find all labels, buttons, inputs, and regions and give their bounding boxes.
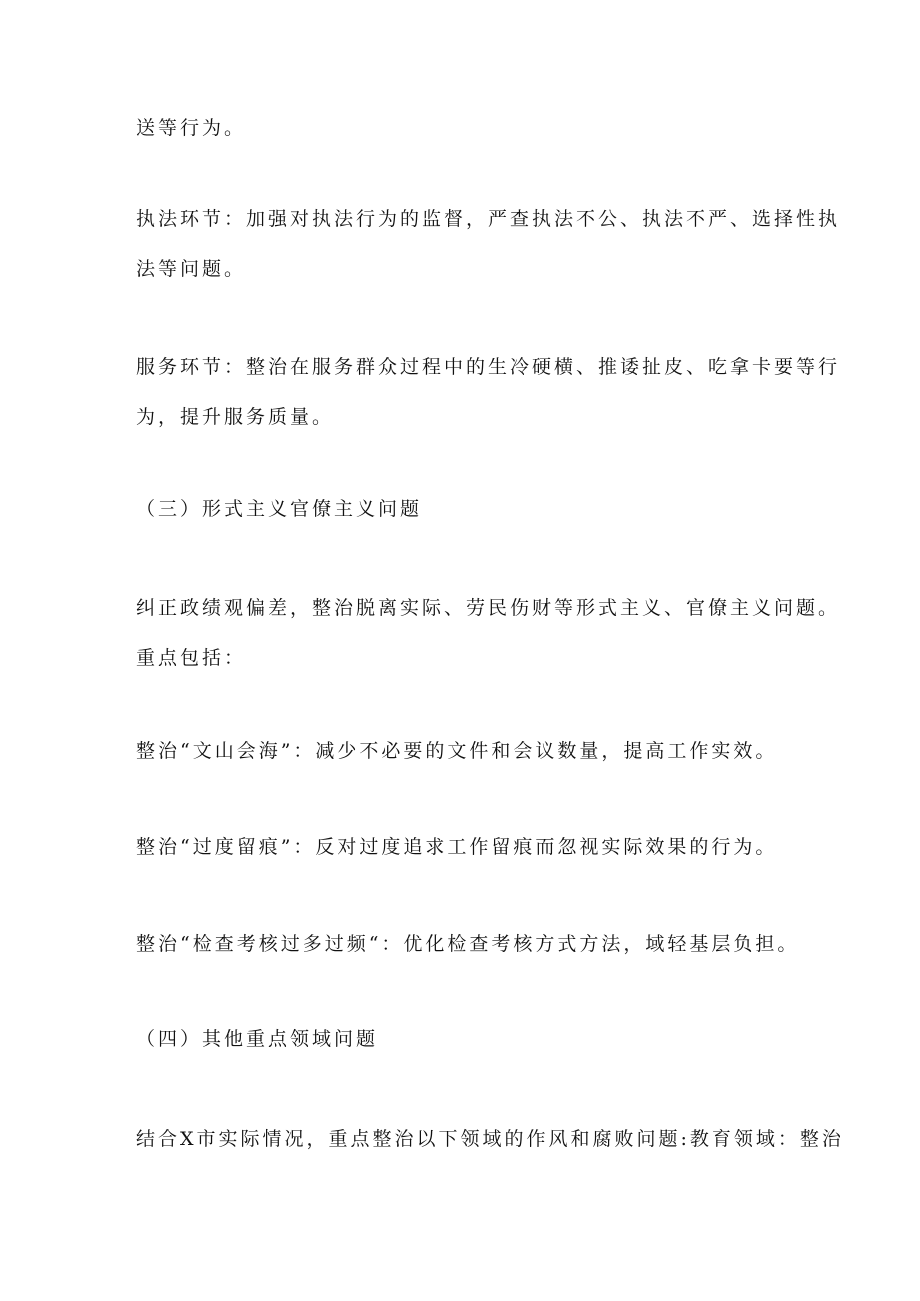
section-heading-3: （三）形式主义官僚主义问题: [136, 498, 423, 520]
paragraph-line-4: 服务环节：整治在服务群众过程中的生冷硬横、推诿扯皮、吃拿卡要等行: [136, 356, 841, 378]
paragraph-line-5: 为，提升服务质量。: [136, 406, 335, 428]
paragraph-line-9: 整治“过度留痕”：反对过度追求工作留痕而忽视实际效果的行为。: [136, 836, 778, 858]
paragraph-line-3: 法等问题。: [136, 258, 247, 280]
paragraph-line-6: 纠正政绩观偏差，整治脱离实际、劳民伤财等形式主义、官僚主义问题。: [136, 597, 841, 619]
section-heading-4: （四）其他重点领域问题: [136, 1028, 379, 1050]
paragraph-line-1: 送等行为。: [136, 117, 247, 139]
paragraph-line-8: 整治“文山会海”：减少不必要的文件和会议数量，提高工作实效。: [136, 740, 778, 762]
paragraph-line-7: 重点包括：: [136, 647, 247, 669]
paragraph-line-11: 结合X市实际情况，重点整治以下领域的作风和腐败问题:教育领域：整治: [136, 1128, 844, 1150]
paragraph-line-2: 执法环节：加强对执法行为的监督，严查执法不公、执法不严、选择性执: [136, 208, 841, 230]
paragraph-line-10: 整治“检查考核过多过频“：优化检查考核方式方法，域轻基层负担。: [136, 933, 800, 955]
